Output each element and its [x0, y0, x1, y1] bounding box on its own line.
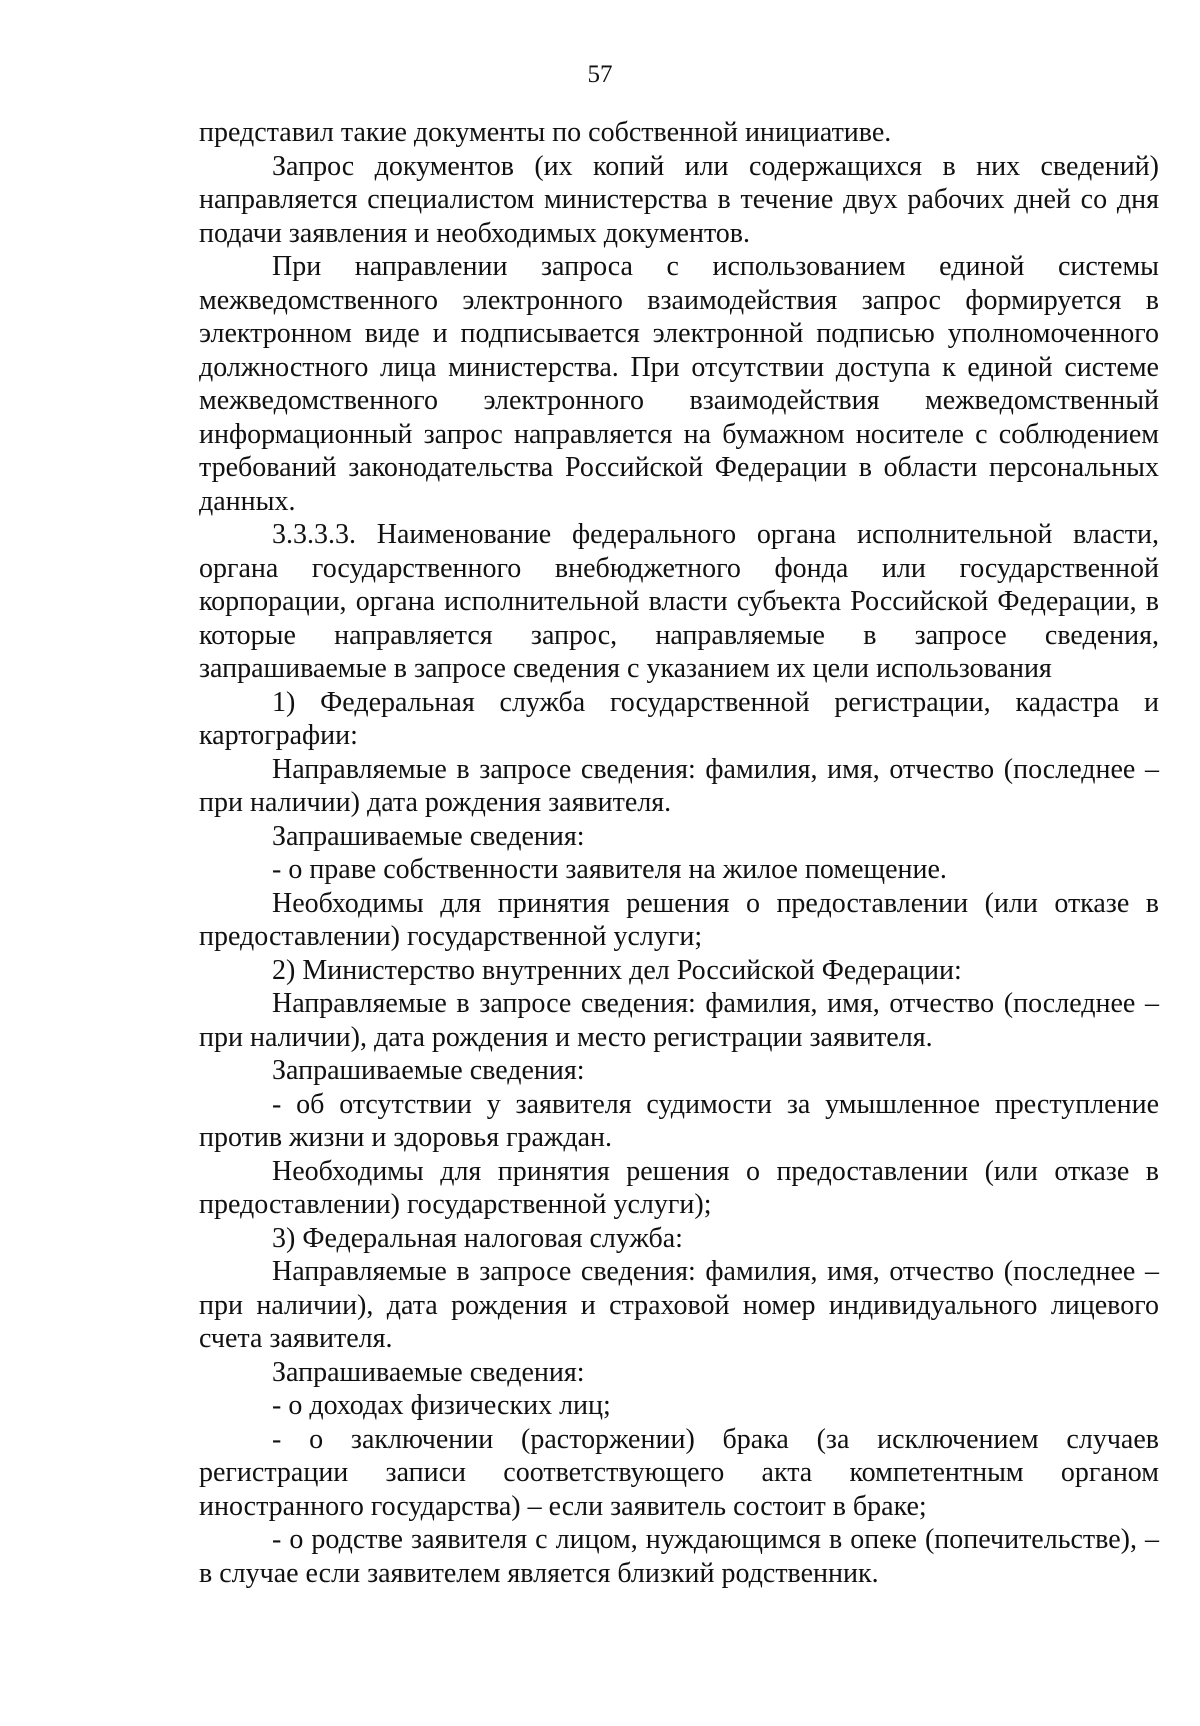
paragraph-sent-data-1: Направляемые в запросе сведения: фамилия, имя, отчество (последнее – при наличии) дата рождения заявителя.: [199, 753, 1159, 818]
paragraph-requested-label-1: Запрашиваемые сведения:: [272, 820, 585, 852]
list-item-mvd: 2) Министерство внутренних дел Российской Федерации:: [272, 954, 962, 986]
paragraph-continuation: представил такие документы по собственной инициативе.: [199, 117, 892, 148]
paragraph-requested-item-income: - о доходах физических лиц;: [272, 1390, 611, 1421]
paragraph-sent-data-3: Направляемые в запросе сведения: фамилия, имя, отчество (последнее – при наличии), дата рождения и страховой номер индивидуального лицевого счета заявителя.: [199, 1256, 1159, 1354]
paragraph-requested-item-marriage: - о заключении (расторжении) брака (за исключением случаев регистрации записи соответствующего акта компетентным органом иностранного государства) – если заявитель состоит в браке;: [199, 1423, 1159, 1522]
paragraph-request-timing: Запрос документов (их копий или содержащихся в них сведений) направляется специалистом министерства в течение двух рабочих дней со дня подачи заявления и необходимых документов.: [199, 150, 1159, 249]
paragraph-requested-item-criminal-record: - об отсутствии у заявителя судимости за умышленное преступление против жизни и здоровья граждан.: [199, 1088, 1159, 1153]
paragraph-electronic-request: При направлении запроса с использованием единой системы межведомственного электронного взаимодействия запрос формируется в электронном виде и подписывается электронной подписью уполномоченного должностного лица министерства. При отсутствии доступа к единой системе межведомственного электронного взаимодействия межведомственный информационный запрос направляется на бумажном носителе с соблюдением требований законодательства Российской Федерации в области персональных данных.: [199, 251, 1159, 517]
document-body: [199, 116, 1159, 1590]
paragraph-purpose-1: Необходимы для принятия решения о предоставлении (или отказе в предоставлении) государственной услуги;: [199, 887, 1159, 952]
paragraph-purpose-2: Необходимы для принятия решения о предоставлении (или отказе в предоставлении) государственной услуги);: [199, 1155, 1159, 1220]
paragraph-requested-label-2: Запрашиваемые сведения:: [272, 1055, 585, 1086]
paragraph-sent-data-2: Направляемые в запросе сведения: фамилия, имя, отчество (последнее – при наличии), дата рождения и место регистрации заявителя.: [199, 988, 1159, 1053]
list-item-rosreestr: 1) Федеральная служба государственной регистрации, кадастра и картографии:: [199, 686, 1159, 751]
paragraph-requested-item-property: - о праве собственности заявителя на жилое помещение.: [272, 854, 947, 885]
page-number: 57: [587, 61, 613, 88]
list-item-fns: 3) Федеральная налоговая служба:: [272, 1222, 683, 1254]
section-3-3-3-3-heading: 3.3.3.3. Наименование федерального органа исполнительной власти, органа государственного внебюджетного фонда или государственной корпорации, органа исполнительной власти субъекта Российской Федерации, в которые направляется запрос, направляемые в запросе сведения, запрашиваемые в запросе сведения с указанием их цели использования: [199, 519, 1159, 684]
paragraph-requested-label-3: Запрашиваемые сведения:: [272, 1356, 585, 1388]
paragraph-requested-item-kinship: - о родстве заявителя с лицом, нуждающимся в опеке (попечительстве), – в случае если заявителем является близкий родственник.: [199, 1524, 1159, 1589]
